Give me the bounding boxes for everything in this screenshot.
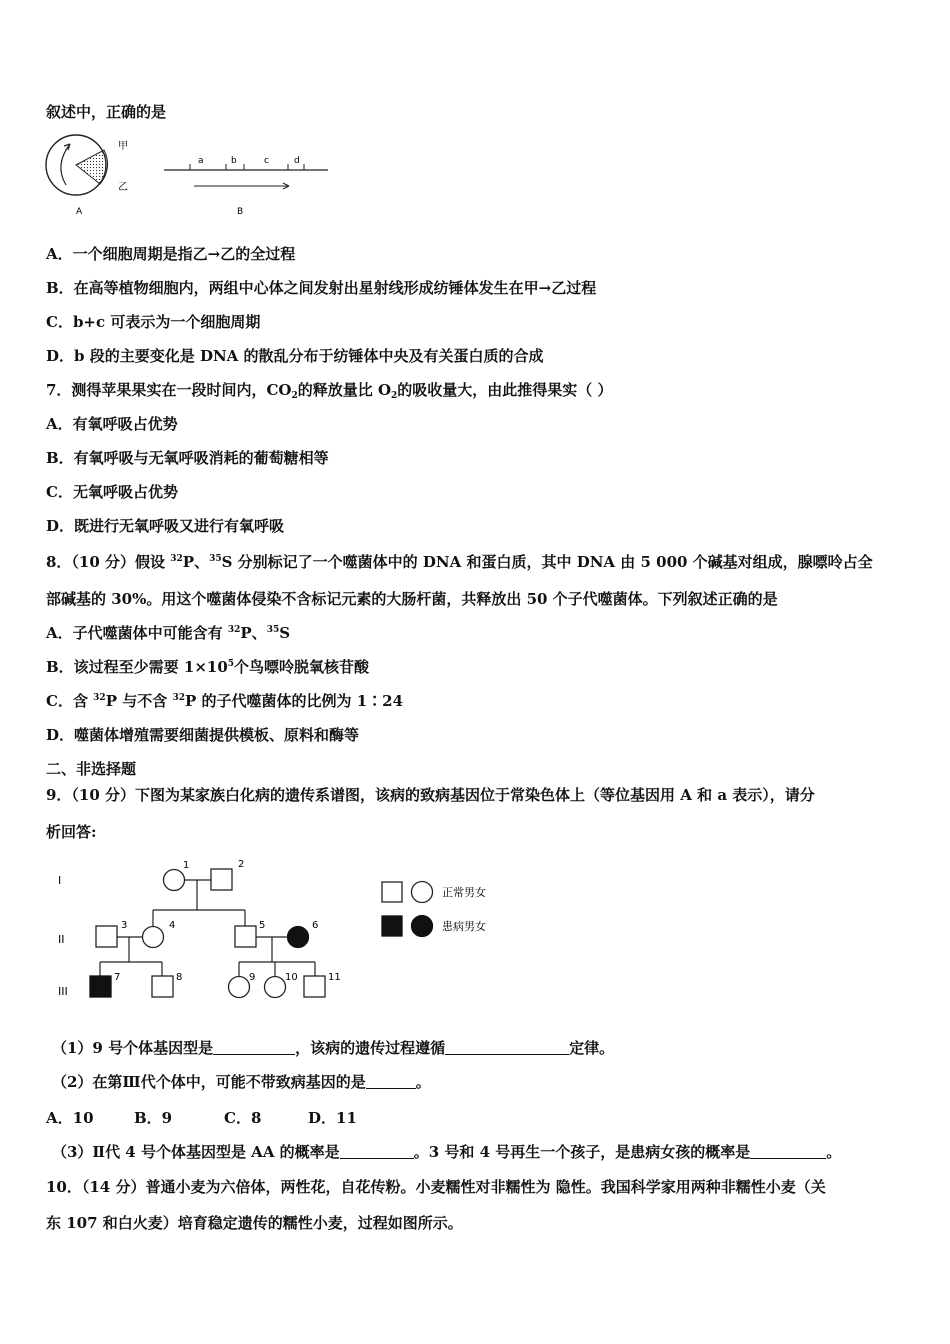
q8-stem-line1: 8．（10 分）假设 $^{32}$P、$^{35}$S 分别标记了一个噬菌体中的 DNA 和蛋白质，其中 DNA 由 5 000 个碱基对组成，腺嘌呤占全 <box>46 553 873 571</box>
q9-stem-line1: 9．（10 分）下图为某家族白化病的遗传系谱图，该病的致病基因位于常染色体上（等位基因用 A 和 a 表示），请分 <box>46 786 815 804</box>
q8-option-c: C．含 $^{32}$P 与不含 $^{32}$P 的子代噬菌体的比例为 1∶24 <box>46 692 404 710</box>
label-yi: 乙 <box>118 182 128 193</box>
answer-blank-law[interactable] <box>445 1040 569 1055</box>
legend-normal-male <box>382 882 402 902</box>
q8-option-d: D．噬菌体增殖需要细菌提供模板、原料和酶等 <box>46 726 360 744</box>
legend-affected-male <box>382 916 402 936</box>
q7-option-a: A．有氧呼吸占优势 <box>46 415 178 433</box>
svg-text:3: 3 <box>121 920 128 931</box>
answer-blank-probability-aa[interactable] <box>340 1144 414 1159</box>
individual-3 <box>96 926 117 947</box>
q9-part1: （1）9 号个体基因型是 ，该病的遗传过程遵循 定律。 <box>52 1039 615 1057</box>
svg-text:1: 1 <box>183 860 190 871</box>
q9-part2-choice-d: D．11 <box>308 1109 357 1127</box>
q6-option-c: C．b+c 可表示为一个细胞周期 <box>46 313 261 331</box>
answer-blank-carrier[interactable] <box>366 1074 416 1089</box>
individual-5 <box>235 926 256 947</box>
individual-2 <box>211 869 232 890</box>
q9-part3: （3）Ⅱ代 4 号个体基因型是 AA 的概率是 。3 号和 4 号再生一个孩子，是患病女孩的概率是 。 <box>52 1143 842 1161</box>
svg-text:8: 8 <box>176 972 183 983</box>
q6-option-a: A．一个细胞周期是指乙→乙的全过程 <box>46 245 296 263</box>
cell-cycle-figure <box>44 130 344 222</box>
q6-stem: 叙述中，正确的是 <box>46 103 167 121</box>
legend-affected-label: 患病男女 <box>442 920 486 933</box>
q6-option-d: D．b 段的主要变化是 DNA 的散乱分布于纺锤体中央及有关蛋白质的合成 <box>46 347 544 365</box>
q7-option-b: B．有氧呼吸与无氧呼吸消耗的葡萄糖相等 <box>46 449 329 467</box>
q9-part2-choice-c: C．8 <box>224 1109 262 1127</box>
individual-10 <box>265 977 286 998</box>
individual-11 <box>304 976 325 997</box>
q9-part2-choice-b: B．9 <box>134 1109 173 1127</box>
label-jia: 甲 <box>118 141 128 152</box>
section-title: 二、非选择题 <box>46 760 137 778</box>
seg-d: d <box>294 156 300 166</box>
svg-text:11: 11 <box>328 972 341 983</box>
pedigree-chart <box>50 852 350 1012</box>
gen-label-2: II <box>58 933 65 946</box>
q9-part2-choice-a: A．10 <box>46 1109 94 1127</box>
q7-stem: 7．测得苹果果实在一段时间内，$CO_2$的释放量比 $O_2$的吸收量大，由此推得果实（ ） <box>46 381 613 401</box>
svg-text:4: 4 <box>169 920 176 931</box>
q7-option-c: C．无氧呼吸占优势 <box>46 483 178 501</box>
q8-option-a: A．子代噬菌体中可能含有 $^{32}$P、$^{35}$S <box>46 624 291 642</box>
pedigree-legend <box>378 878 518 942</box>
q10-stem-line1: 10．（14 分）普通小麦为六倍体，两性花，自花传粉。小麦糯性对非糯性为 隐性。我国科学家用两种非糯性小麦（关 <box>46 1178 826 1196</box>
individual-6 <box>288 927 309 948</box>
svg-text:6: 6 <box>312 920 319 931</box>
q8-stem-line2: 部碱基的 30%。用这个噬菌体侵染不含标记元素的大肠杆菌，共释放出 50 个子代噬菌体。下列叙述正确的是 <box>46 590 778 608</box>
svg-text:9: 9 <box>249 972 256 983</box>
cycle-arrow <box>61 144 70 185</box>
individual-7 <box>90 976 111 997</box>
seg-a: a <box>198 156 204 166</box>
q9-stem-line2: 析回答: <box>46 823 97 841</box>
svg-text:10: 10 <box>285 972 298 983</box>
label-fig-a: A <box>76 207 83 217</box>
svg-text:5: 5 <box>259 920 266 931</box>
individual-4 <box>143 927 164 948</box>
answer-blank-genotype[interactable] <box>213 1040 295 1055</box>
label-fig-b: B <box>237 207 244 217</box>
legend-normal-label: 正常男女 <box>442 886 486 899</box>
q7-option-d: D．既进行无氧呼吸又进行有氧呼吸 <box>46 517 285 535</box>
gen-label-3: III <box>58 985 68 998</box>
individual-9 <box>229 977 250 998</box>
seg-b: b <box>231 156 237 166</box>
q8-option-b: B．该过程至少需要 $1\times 10^5$个鸟嘌呤脱氧核苷酸 <box>46 658 370 676</box>
individual-1 <box>164 870 185 891</box>
legend-normal-female <box>412 882 433 903</box>
q9-part2: （2）在第Ⅲ代个体中，可能不带致病基因的是 。 <box>52 1073 431 1091</box>
seg-c: c <box>264 156 269 166</box>
cycle-sector <box>76 150 108 184</box>
individual-8 <box>152 976 173 997</box>
svg-text:7: 7 <box>114 972 121 983</box>
q6-option-b: B．在高等植物细胞内，两组中心体之间发射出星射线形成纺锤体发生在甲→乙过程 <box>46 279 597 297</box>
q10-stem-line2: 东 107 和白火麦）培育稳定遗传的糯性小麦，过程如图所示。 <box>46 1214 463 1232</box>
answer-blank-probability-girl[interactable] <box>750 1144 826 1159</box>
legend-affected-female <box>412 916 433 937</box>
gen-label-1: I <box>58 874 62 887</box>
svg-text:2: 2 <box>238 859 245 870</box>
